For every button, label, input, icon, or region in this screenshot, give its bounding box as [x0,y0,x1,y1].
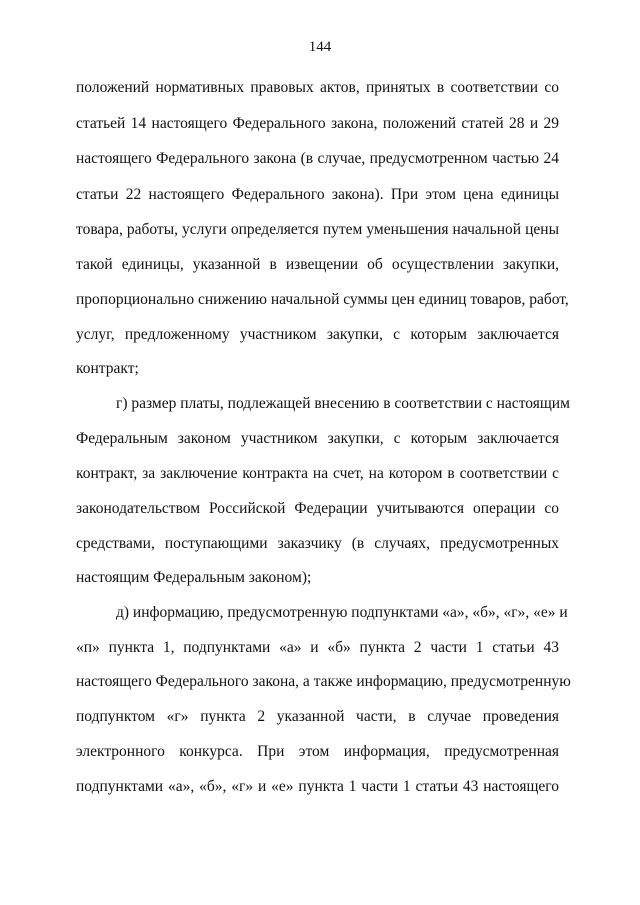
text-line: статьи 22 настоящего Федерального закона). При этом цена единицы [76,186,559,203]
text-line: положений нормативных правовых актов, принятых в соответствии со [76,79,559,96]
text-line: настоящего Федерального закона, а также информацию, предусмотренную [76,673,571,690]
text-line: статьей 14 настоящего Федерального закона, положений статей 28 и 29 [76,115,559,132]
text-line: подпунктами «а», «б», «г» и «е» пункта 1 части 1 статьи 43 настоящего [76,778,559,795]
text-line: д) информацию, предусмотренную подпунктами «а», «б», «г», «е» и [116,604,568,621]
text-line: законодательством Российской Федерации учитываются операции со [76,500,559,517]
text-line: контракт; [76,360,139,377]
text-line: настоящего Федерального закона (в случае, предусмотренном частью 24 [76,150,559,167]
text-line: контракт, за заключение контракта на счет, на котором в соответствии с [76,465,559,482]
text-line: г) размер платы, подлежащей внесению в соответствии с настоящим [116,395,570,412]
text-line: услуг, предложенному участником закупки, с которым заключается [76,326,559,343]
text-line: Федеральным законом участником закупки, с которым заключается [76,430,559,447]
text-line: пропорционально снижению начальной суммы цен единиц товаров, работ, [76,291,569,308]
text-line: подпунктом «г» пункта 2 указанной части, в случае проведения [76,708,559,725]
text-line: настоящим Федеральным законом); [76,569,312,586]
text-line: электронного конкурса. При этом информация, предусмотренная [76,743,559,760]
text-line: такой единицы, указанной в извещении об осуществлении закупки, [76,256,559,273]
text-line: «п» пункта 1, подпунктами «а» и «б» пункта 2 части 1 статьи 43 [76,639,559,656]
page-number: 144 [308,39,332,55]
text-line: средствами, поступающими заказчику (в случаях, предусмотренных [76,535,559,552]
text-line: товара, работы, услуги определяется путем уменьшения начальной цены [76,221,559,238]
